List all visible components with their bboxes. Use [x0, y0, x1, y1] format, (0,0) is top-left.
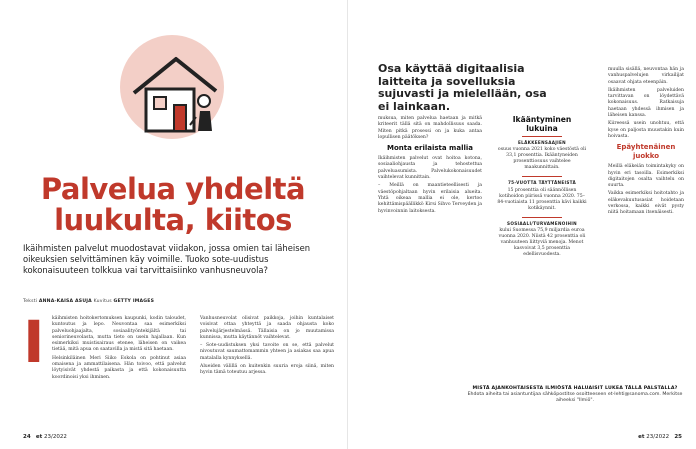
paragraph: Ikäihmisten palveluiden tarvittavan on löydettävä kokonaisuus. Ratkaisuja haetaan yhdessä ihmisen ja läheisen kanssa. — [608, 87, 684, 119]
stat-label: ELÄKKEENSAAJIEN — [518, 140, 566, 145]
page-number: 24 — [23, 434, 31, 440]
callout-text: Ehdota aiheita tai asiantuntijaa sähköpostitse osoitteeseen et-lehti@sanoma.com. Merkitse aiheeksi "Ilmiö". — [467, 392, 683, 404]
paragraph: Meillä eläkeiän toimintakyky on hyvin eri tasoilla. Esimerkiksi digitaitojen osalta vaihtelu on suurta. — [608, 164, 684, 189]
body-column-2 — [200, 316, 334, 379]
issue-number: 23/2022 — [44, 434, 67, 440]
paragraph: muulla sisällä, neuvontaa hän ja vanhuspalvelujen virkailijat osaavat ohjata eteenpäin. — [608, 67, 684, 85]
paragraph: Helsinkiläinen Meri Siiko Eskola on pohtinut asiaa omaisena ja ammattilaisena. Hän toivoo, että palvelut löytyisivät yhdestä paikasta ja että kokonaisuutta koordinoisi yksi ihminen. — [52, 355, 186, 380]
stat-text: osuus vuonna 2021 koko väestöstä oli 33,1 prosenttia. Ikääntyneiden prosenttiosuus vaihtelee maakunnittain. — [497, 147, 587, 171]
body-column-1 — [378, 116, 482, 217]
divider — [522, 217, 562, 218]
reader-callout — [460, 386, 690, 405]
subheading: Epäyhtenäinen juokko — [616, 143, 676, 161]
magazine-name: et — [638, 434, 645, 440]
paragraph: – Meillä on maantieteellisesti ja väestöpohjaltaan hyvin erilaisia alueita. Yhtä oikeaa mallia ei ole, kertoo kehittämispäällikkö Kirsi Sihvo Terveyden ja hyvinvoinnin laitoksesta. — [378, 183, 482, 214]
page-number: 25 — [674, 434, 682, 440]
page-footer-left — [23, 434, 67, 440]
stats-box — [496, 116, 588, 263]
paragraph: muksua, miten palvelua haetaan ja mitkä kriteerit tällä sitä on mahdollisuus saada. Miten pitkä prosessi on ja kuka antaa lopullisen päätöksen? — [378, 116, 482, 140]
stat-text: 15 prosenttia oli säännöllisen kotihoidon piirissä vuonna 2020. 75–84-vuotiaista 11 prosenttia kävi kaikki kotikäynnit. — [497, 187, 587, 211]
byline-photo: GETTY IMAGES — [113, 299, 155, 304]
divider — [522, 136, 562, 137]
byline-author: ANNA-KAISA ASUJA — [38, 299, 92, 304]
stat-label: 75-VUOTTA TÄYTTÄNEISTÄ — [507, 180, 577, 186]
magazine-name: et — [35, 434, 43, 440]
paragraph: Vanhusneuvolat olisivat paikkoja, joihin kuntalaiset voisivat ottaa yhteyttä ja saada ohjausta koko palvelujärjestelmässä. Tällaisia on jo muutamissa kunnissa, mutta käytännöt vaihtelevat. — [200, 316, 334, 340]
paragraph: Ikäihmisten palvelut ovat hoitoa kotona, sosiaaliohjausta ja tehostettua palveluasumista. Palvelukokonaisuudet vaihtelevat kunnittain. — [378, 156, 482, 181]
right-page — [348, 0, 696, 449]
paragraph: Vaikka esimerkiksi hoitotahto ja eläkevakuutusasiat hoidetaan verkossa, kaikki eivät pysty niitä hoitamaan itsenäisesti. — [608, 191, 684, 216]
subheading: Monta erilaista mallia — [387, 144, 473, 153]
headline: Palvelua yhdeltä luukulta, kiitos — [40, 172, 306, 237]
byline-photo-label: Kuvitus — [93, 299, 112, 304]
paragraph: Kiireessä usein unohtuu, että kyse on paljosta muustakin kuin hoivasta. — [608, 121, 684, 139]
callout-title: MISTÄ AJANKOHTAISESTA ILMIÖSTÄ HALUAISIT LUKEA TÄLLÄ PALSTALLA? — [472, 386, 678, 391]
divider — [522, 176, 562, 177]
paragraph: käihmisten hoitokertomuksen kaupunki, kodin taloudet, kuntoutus ja lepo. Neuvontaa saa esimerkiksi palveluohjaajalta, sosiaalityöntekijältä tai seniorineuvolasta, mutta tieto on usein hajallaan. Kun esimerkiksi muistisairaus etenee, läheisen on vaikea tietää, mitä apua on saatavilla ja mistä sitä haetaan. — [52, 316, 186, 353]
drop-cap: I — [23, 308, 45, 376]
pull-quote-headline: Osa käyttää digitaalisia laitteita ja sovelluksia sujuvasti ja mielellään, osa ei lainkaan. — [378, 62, 547, 113]
house-illustration — [120, 35, 224, 139]
body-column-3 — [608, 67, 684, 219]
byline-label: Teksti — [23, 299, 38, 304]
house-with-figure-icon — [120, 35, 224, 139]
byline — [23, 299, 154, 304]
lead-paragraph: Ikäihmisten palvelut muodostavat viidakon, jossa omien tai läheisen oikeuksien selvittäminen käy voimille. Tuoko sote-uudistus kokonaisuuteen tolkkua vai tarvittaisiinko vanhusneuvola? — [23, 243, 311, 275]
body-column-1 — [52, 316, 186, 383]
issue-number: 23/2022 — [646, 434, 670, 440]
stat-text: kului Suomessa 75,9 miljardia euroa vuonna 2020. Niistä 42 prosenttia oli vanhuuteen liittyviä menoja. Menot kasvoivat 3,5 prosenttia edellisvuodesta. — [498, 227, 586, 257]
stats-box-title: Ikääntyminen lukuina — [512, 115, 572, 133]
paragraph: Alueiden välillä on kuitenkin suuria eroja siinä, miten hyvin tämä toteutuu arjessa. — [200, 364, 334, 376]
paragraph: – Sote-uudistuksen yksi tavoite on se, että palvelut nivoutuvat saumattomammin yhteen ja asiakas saa apua matalalla kynnyksellä. — [200, 343, 334, 361]
page-footer-right — [638, 434, 682, 440]
stat-label: SOSIAALI/TURVAMENOIHIN — [507, 220, 577, 226]
